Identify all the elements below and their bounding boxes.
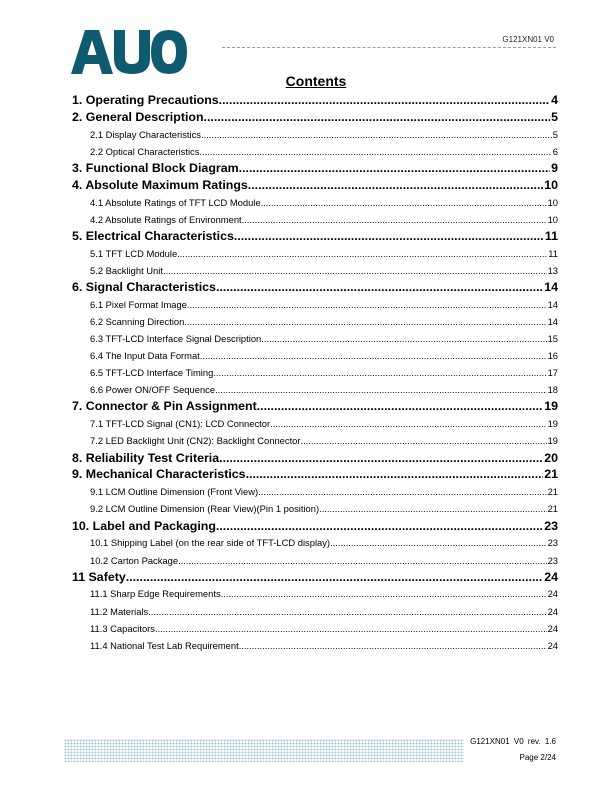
toc-dot-leader: [126, 569, 543, 586]
toc-entry-page: 24: [547, 622, 558, 634]
toc-entry-title: 6.2 Scanning Direction: [90, 316, 185, 327]
toc-dot-leader: [178, 552, 546, 569]
auo-logo: [71, 30, 187, 74]
toc-subsection-entry[interactable]: [72, 211, 558, 228]
toc-entry-title: 10.2 Carton Package: [90, 554, 179, 566]
toc-subsection-entry[interactable]: [72, 143, 558, 160]
toc-subsection-entry[interactable]: [72, 585, 558, 602]
toc-entry-title: 2.2 Optical Characteristics: [90, 145, 200, 157]
toc-dot-leader: [148, 603, 546, 620]
toc-entry-page: 11: [544, 228, 558, 243]
toc-entry-page: 10: [547, 196, 558, 208]
toc-entry-page: 14: [547, 298, 558, 310]
toc-dot-leader: [213, 364, 546, 381]
toc-entry-title: 7. Connector & Pin Assignment: [72, 399, 257, 414]
toc-entry-page: 24: [547, 588, 558, 600]
toc-entry-page: 24: [547, 639, 558, 651]
toc-entry-title: 7.2 LED Backlight Unit (CN2): Backlight Connector: [90, 435, 301, 447]
toc-dot-leader: [239, 160, 550, 177]
toc-entry-page: 19: [547, 435, 558, 447]
header-doc-id: G121XN01 V0: [502, 35, 554, 44]
toc-entry-page: 17: [547, 367, 558, 379]
toc-section-entry[interactable]: [72, 518, 558, 535]
toc-subsection-entry[interactable]: [72, 483, 558, 500]
footer-page-number: Page 2/24: [519, 753, 556, 762]
toc-dot-leader: [200, 347, 547, 364]
toc-entry-title: 7.1 TFT-LCD Signal (CN1): LCD Connector: [90, 418, 271, 430]
toc-entry-page: 6: [552, 145, 558, 157]
toc-entry-page: 18: [547, 384, 558, 396]
toc-dot-leader: [155, 620, 547, 637]
toc-dot-leader: [258, 483, 546, 500]
toc-subsection-entry[interactable]: [72, 330, 558, 347]
toc-dot-leader: [246, 466, 544, 483]
toc-entry-page: 10: [544, 177, 558, 192]
toc-entry-title: 11 Safety: [72, 569, 126, 584]
toc-subsection-entry[interactable]: [72, 364, 558, 381]
toc-entry-title: 5. Electrical Characteristics: [72, 228, 234, 243]
toc-dot-leader: [216, 279, 543, 296]
toc-dot-leader: [319, 500, 546, 517]
footer-doc-revision: G121XN01 V0 rev. 1.6: [470, 737, 556, 746]
toc-dot-leader: [177, 245, 547, 262]
toc-entry-page: 11: [548, 247, 558, 259]
toc-entry-title: 11.4 National Test Lab Requirement: [90, 639, 239, 651]
toc-entry-page: 5: [551, 109, 558, 124]
toc-section-entry[interactable]: [72, 450, 558, 467]
toc-entry-page: 24: [544, 569, 558, 584]
toc-entry-title: 6.1 Pixel Format Image: [90, 298, 187, 310]
toc-entry-title: 9.1 LCM Outline Dimension (Front View): [90, 486, 259, 498]
toc-entry-page: 23: [547, 554, 558, 566]
toc-subsection-entry[interactable]: [72, 603, 558, 620]
toc-entry-title: 6.3 TFT-LCD Interface Signal Description: [90, 333, 262, 345]
toc-section-entry[interactable]: [72, 92, 558, 109]
footer-dotted-band: [64, 739, 464, 762]
toc-entry-page: 21: [547, 486, 558, 498]
toc-dot-leader: [199, 143, 551, 160]
toc-dot-leader: [261, 194, 547, 211]
toc-subsection-entry[interactable]: [72, 347, 558, 364]
toc-subsection-entry[interactable]: [72, 126, 558, 143]
toc-entry-page: 5: [552, 128, 558, 140]
toc-entry-title: 6. Signal Characteristics: [72, 280, 216, 295]
toc-entry-title: 8. Reliability Test Criteria: [72, 450, 220, 465]
toc-section-entry[interactable]: [72, 228, 558, 245]
toc-entry-title: 11.3 Capacitors: [90, 622, 155, 634]
toc-entry-page: 21: [547, 503, 558, 515]
toc-section-entry[interactable]: [72, 177, 558, 194]
toc-dot-leader: [184, 313, 546, 330]
toc-entry-title: 9.2 LCM Outline Dimension (Rear View)(Pin 1 position): [90, 503, 320, 515]
toc-entry-page: 23: [544, 518, 558, 533]
toc-dot-leader: [219, 450, 543, 467]
toc-section-entry[interactable]: [72, 569, 558, 586]
toc-subsection-entry[interactable]: [72, 415, 558, 432]
toc-subsection-entry[interactable]: [72, 534, 558, 551]
toc-entry-title: 9. Mechanical Characteristics: [72, 467, 246, 482]
toc-subsection-entry[interactable]: [72, 500, 558, 517]
toc-section-entry[interactable]: [72, 109, 558, 126]
toc-dot-leader: [201, 126, 552, 143]
toc-dot-leader: [270, 415, 546, 432]
toc-entry-title: 10.1 Shipping Label (on the rear side of TFT-LCD display): [90, 537, 331, 549]
toc-entry-page: 14: [547, 316, 558, 327]
toc-entry-page: 19: [547, 418, 558, 430]
toc-entry-page: 16: [547, 350, 558, 362]
toc-entry-page: 19: [544, 399, 558, 414]
toc-entry-title: 6.6 Power ON/OFF Sequence: [90, 384, 216, 396]
toc-dot-leader: [248, 177, 543, 194]
toc-subsection-entry[interactable]: [72, 245, 558, 262]
toc-entry-title: 5.2 Backlight Unit: [90, 264, 163, 276]
header-divider: [222, 47, 556, 48]
toc-dot-leader: [215, 381, 547, 398]
toc-entry-page: 21: [544, 467, 558, 482]
toc-subsection-entry[interactable]: [72, 637, 558, 654]
toc-entry-title: 2. General Description: [72, 109, 204, 124]
toc-section-entry[interactable]: [72, 279, 558, 296]
toc-entry-page: 13: [547, 264, 558, 276]
toc-entry-title: 6.4 The Input Data Format: [90, 350, 200, 362]
toc-dot-leader: [221, 585, 547, 602]
toc-entry-title: 6.5 TFT-LCD Interface Timing: [90, 367, 214, 379]
toc-entry-title: 5.1 TFT LCD Module: [90, 247, 178, 259]
toc-dot-leader: [257, 398, 543, 415]
toc-subsection-entry[interactable]: [72, 620, 558, 637]
toc-dot-leader: [239, 637, 547, 654]
toc-entry-page: 20: [544, 450, 558, 465]
toc-entry-page: 15: [547, 333, 558, 345]
toc-dot-leader: [219, 92, 550, 109]
toc-subsection-entry[interactable]: [72, 313, 558, 330]
toc-entry-page: 4: [551, 93, 558, 107]
toc-entry-title: 2.1 Display Characteristics: [90, 128, 201, 140]
toc-subsection-entry[interactable]: [72, 552, 558, 569]
toc-entry-page: 10: [547, 213, 558, 225]
toc-entry-title: 11.2 Materials: [90, 605, 149, 617]
toc-dot-leader: [187, 296, 547, 313]
toc-subsection-entry[interactable]: [72, 194, 558, 211]
toc-subsection-entry[interactable]: [72, 432, 558, 449]
toc-subsection-entry[interactable]: [72, 262, 558, 279]
toc-entry-title: 10. Label and Packaging: [72, 518, 216, 533]
toc-section-entry[interactable]: [72, 466, 558, 483]
table-of-contents: [72, 92, 558, 654]
toc-dot-leader: [204, 109, 551, 126]
toc-entry-title: 3. Functional Block Diagram: [72, 160, 239, 175]
toc-entry-page: 24: [547, 605, 558, 617]
toc-entry-title: 11.1 Sharp Edge Requirements: [90, 588, 221, 600]
toc-dot-leader: [261, 330, 546, 347]
toc-dot-leader: [242, 211, 547, 228]
toc-dot-leader: [163, 262, 547, 279]
toc-entry-page: 9: [551, 160, 558, 175]
toc-entry-title: 4.1 Absolute Ratings of TFT LCD Module: [90, 196, 261, 208]
toc-dot-leader: [216, 518, 543, 535]
toc-entry-title: 4. Absolute Maximum Ratings: [72, 177, 248, 192]
toc-section-entry[interactable]: [72, 160, 558, 177]
toc-entry-title: 1. Operating Precautions: [72, 93, 219, 107]
toc-section-entry[interactable]: [72, 398, 558, 415]
toc-subsection-entry[interactable]: [72, 296, 558, 313]
toc-dot-leader: [234, 228, 544, 245]
toc-entry-page: 23: [547, 537, 558, 549]
toc-subsection-entry[interactable]: [72, 381, 558, 398]
toc-dot-leader: [301, 432, 547, 449]
toc-entry-title: 4.2 Absolute Ratings of Environment: [90, 213, 242, 225]
toc-dot-leader: [330, 534, 547, 551]
toc-entry-page: 14: [544, 280, 558, 295]
page-title: Contents: [285, 73, 347, 89]
